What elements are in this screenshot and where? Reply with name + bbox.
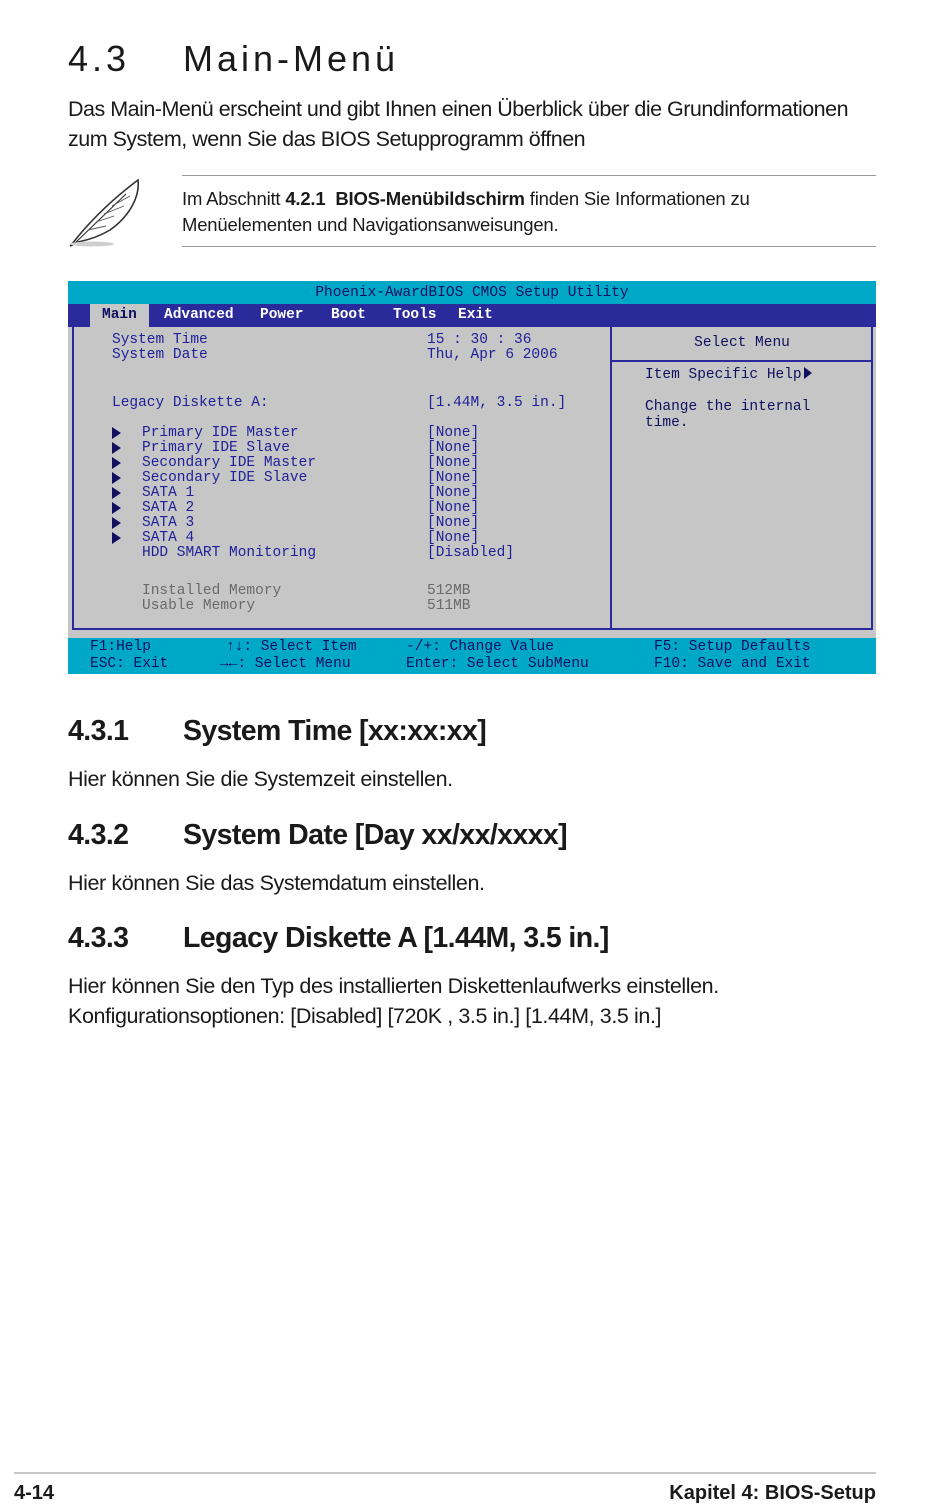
sata1-label[interactable]: SATA 1 [142, 485, 195, 501]
subsection-text: Hier können Sie die Systemzeit einstellen. [68, 767, 453, 791]
submenu-arrow-icon [112, 517, 121, 529]
note-prefix: Im Abschnitt [182, 188, 286, 209]
help-header: Select Menu [694, 335, 790, 351]
bios-tab-advanced[interactable]: Advanced [164, 307, 234, 323]
system-time-label[interactable]: System Time [112, 332, 208, 348]
key-f10-save-exit: F10: Save and Exit [654, 656, 811, 672]
subsection-options: Konfigurationsoptionen: [Disabled] [720K , 3.5 in.] [1.44M, 3.5 in.] [68, 1004, 662, 1028]
bios-tab-main[interactable]: Main [90, 304, 149, 327]
subsection-heading [68, 715, 486, 748]
submenu-arrow-icon [112, 532, 121, 544]
page-number: 4-14 [14, 1482, 55, 1504]
help-subheader [645, 367, 812, 383]
note-text [182, 186, 872, 238]
subsection-number: 4.3.3 [68, 922, 129, 954]
key-f1-help: F1:Help [90, 639, 151, 655]
key-leftright-select-menu: →←: Select Menu [220, 656, 351, 672]
sata1-value: [None] [427, 485, 480, 501]
legacy-diskette-value[interactable]: [1.44M, 3.5 in.] [427, 395, 567, 411]
submenu-arrow-icon [112, 487, 121, 499]
section-title: Main-Menü [183, 38, 400, 79]
note-suffix: finden Sie Informationen zu Menüelementen und Navigationsanweisungen. [182, 188, 750, 235]
section-number: 4.3 [68, 38, 131, 79]
footer-rule [14, 1472, 876, 1474]
intro-paragraph: Das Main-Menü erscheint und gibt Ihnen einen Überblick über die Grundinformationen zum System, wenn Sie das BIOS Setupprogramm öffnen [68, 97, 849, 151]
help-subheader-text: Item Specific Help [645, 367, 802, 383]
submenu-arrow-icon [112, 442, 121, 454]
system-date-value[interactable]: Thu, Apr 6 2006 [427, 347, 558, 363]
primary-ide-slave-value: [None] [427, 440, 480, 456]
bios-tab-boot[interactable]: Boot [331, 307, 366, 323]
key-updown-select-item: ↑↓: Select Item [226, 639, 357, 655]
hdd-smart-value[interactable]: [Disabled] [427, 545, 515, 561]
subsection-text: Hier können Sie das Systemdatum einstellen. [68, 871, 485, 895]
subsection-text: Hier können Sie den Typ des installierten Diskettenlaufwerks einstellen. [68, 974, 719, 998]
sata2-label[interactable]: SATA 2 [142, 500, 195, 516]
subsection-title: Legacy Diskette A [1.44M, 3.5 in.] [183, 922, 609, 954]
help-rule [612, 360, 872, 362]
primary-ide-master-label[interactable]: Primary IDE Master [142, 425, 299, 441]
submenu-arrow-icon [112, 502, 121, 514]
key-f5-defaults: F5: Setup Defaults [654, 639, 811, 655]
bios-footer [68, 638, 876, 674]
subsection-heading [68, 922, 609, 955]
sata3-value: [None] [427, 515, 480, 531]
system-date-label[interactable]: System Date [112, 347, 208, 363]
key-enter-submenu: Enter: Select SubMenu [406, 656, 589, 672]
submenu-arrow-icon [112, 472, 121, 484]
bios-tab-tools[interactable]: Tools [393, 307, 437, 323]
note-ref-title: BIOS-Menübildschirm [335, 188, 525, 209]
bios-tab-power[interactable]: Power [260, 307, 304, 323]
secondary-ide-master-label[interactable]: Secondary IDE Master [142, 455, 317, 471]
note-top-rule [182, 175, 876, 176]
installed-memory-label: Installed Memory [142, 583, 282, 599]
secondary-ide-master-value: [None] [427, 455, 480, 471]
key-change-value: -/+: Change Value [406, 639, 554, 655]
right-arrow-icon [804, 367, 812, 379]
legacy-diskette-label[interactable]: Legacy Diskette A: [112, 395, 269, 411]
subsection-number: 4.3.1 [68, 715, 129, 747]
note-bottom-rule [182, 246, 876, 247]
help-line-1: Change the internal [645, 399, 811, 415]
subsection-number: 4.3.2 [68, 819, 129, 851]
secondary-ide-slave-value: [None] [427, 470, 480, 486]
bios-tab-exit[interactable]: Exit [458, 307, 493, 323]
hdd-smart-label[interactable]: HDD SMART Monitoring [142, 545, 317, 561]
page-title [68, 38, 399, 80]
help-line-2: time. [645, 415, 689, 431]
primary-ide-master-value: [None] [427, 425, 480, 441]
primary-ide-slave-label[interactable]: Primary IDE Slave [142, 440, 290, 456]
sata4-label[interactable]: SATA 4 [142, 530, 195, 546]
system-time-value[interactable]: 15 : 30 : 36 [427, 332, 532, 348]
installed-memory-value: 512MB [427, 583, 471, 599]
bios-title: Phoenix-AwardBIOS CMOS Setup Utility [68, 281, 876, 304]
bios-menubar [68, 304, 876, 327]
bios-divider [610, 327, 612, 630]
sata3-label[interactable]: SATA 3 [142, 515, 195, 531]
subsection-title: System Time [xx:xx:xx] [183, 715, 487, 747]
secondary-ide-slave-label[interactable]: Secondary IDE Slave [142, 470, 308, 486]
usable-memory-label: Usable Memory [142, 598, 256, 614]
submenu-arrow-icon [112, 427, 121, 439]
feather-pen-icon [66, 176, 146, 250]
submenu-arrow-icon [112, 457, 121, 469]
usable-memory-value: 511MB [427, 598, 471, 614]
subsection-title: System Date [Day xx/xx/xxxx] [183, 819, 568, 851]
chapter-title: Kapitel 4: BIOS-Setup [669, 1482, 876, 1504]
sata2-value: [None] [427, 500, 480, 516]
sata4-value: [None] [427, 530, 480, 546]
key-esc-exit: ESC: Exit [90, 656, 169, 672]
bios-screenshot [68, 281, 876, 674]
note-ref-number: 4.2.1 [285, 188, 326, 209]
subsection-heading [68, 819, 567, 852]
